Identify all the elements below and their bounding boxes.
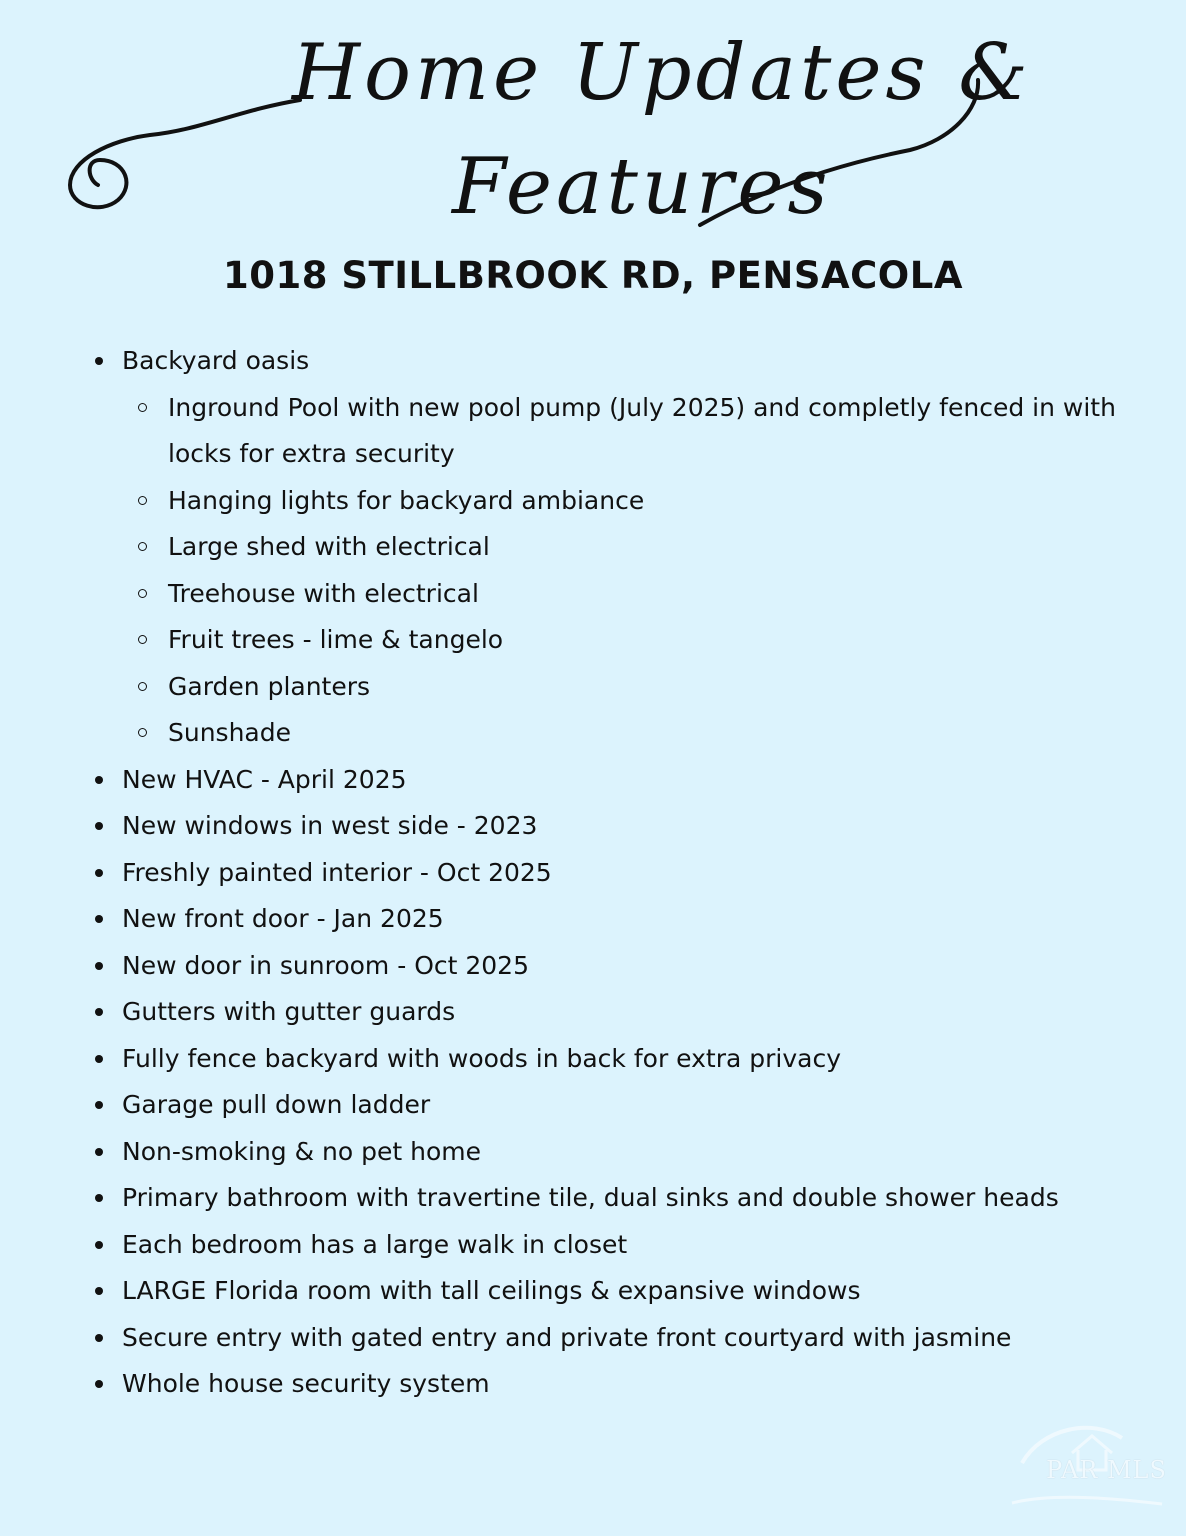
list-item: LARGE Florida room with tall ceilings & expansive windows	[80, 1268, 1140, 1315]
title-line-1: Home Updates &	[292, 28, 1032, 118]
watermark-text: PAR MLS	[1046, 1456, 1167, 1484]
list-item: Secure entry with gated entry and private front courtyard with jasmine	[80, 1315, 1140, 1362]
sublist-item: Inground Pool with new pool pump (July 2025) and completly fenced in with locks for extra security	[122, 385, 1140, 478]
features-list	[80, 338, 1140, 1408]
list-item: Freshly painted interior - Oct 2025	[80, 850, 1140, 897]
sublist-item: Fruit trees - lime & tangelo	[122, 617, 1140, 664]
mls-watermark	[1002, 1408, 1172, 1518]
list-item: Each bedroom has a large walk in closet	[80, 1222, 1140, 1269]
list-item: New windows in west side - 2023	[80, 803, 1140, 850]
sublist-item: Sunshade	[122, 710, 1140, 757]
list-item: Whole house security system	[80, 1361, 1140, 1408]
list-item: Gutters with gutter guards	[80, 989, 1140, 1036]
list-item: Primary bathroom with travertine tile, dual sinks and double shower heads	[80, 1175, 1140, 1222]
list-item: Non-smoking & no pet home	[80, 1129, 1140, 1176]
sublist-item: Large shed with electrical	[122, 524, 1140, 571]
title-line-2: Features	[452, 142, 832, 232]
sublist-item: Hanging lights for backyard ambiance	[122, 478, 1140, 525]
backyard-sublist	[122, 385, 1140, 757]
list-item-label: Backyard oasis	[122, 346, 310, 375]
sublist-item: Treehouse with electrical	[122, 571, 1140, 618]
list-item-backyard	[80, 338, 1140, 757]
list-item: New front door - Jan 2025	[80, 896, 1140, 943]
property-address: 1018 STILLBROOK RD, PENSACOLA	[223, 254, 963, 297]
list-item: Garage pull down ladder	[80, 1082, 1140, 1129]
list-item: New door in sunroom - Oct 2025	[80, 943, 1140, 990]
list-item: Fully fence backyard with woods in back for extra privacy	[80, 1036, 1140, 1083]
sublist-item: Garden planters	[122, 664, 1140, 711]
list-item: New HVAC - April 2025	[80, 757, 1140, 804]
